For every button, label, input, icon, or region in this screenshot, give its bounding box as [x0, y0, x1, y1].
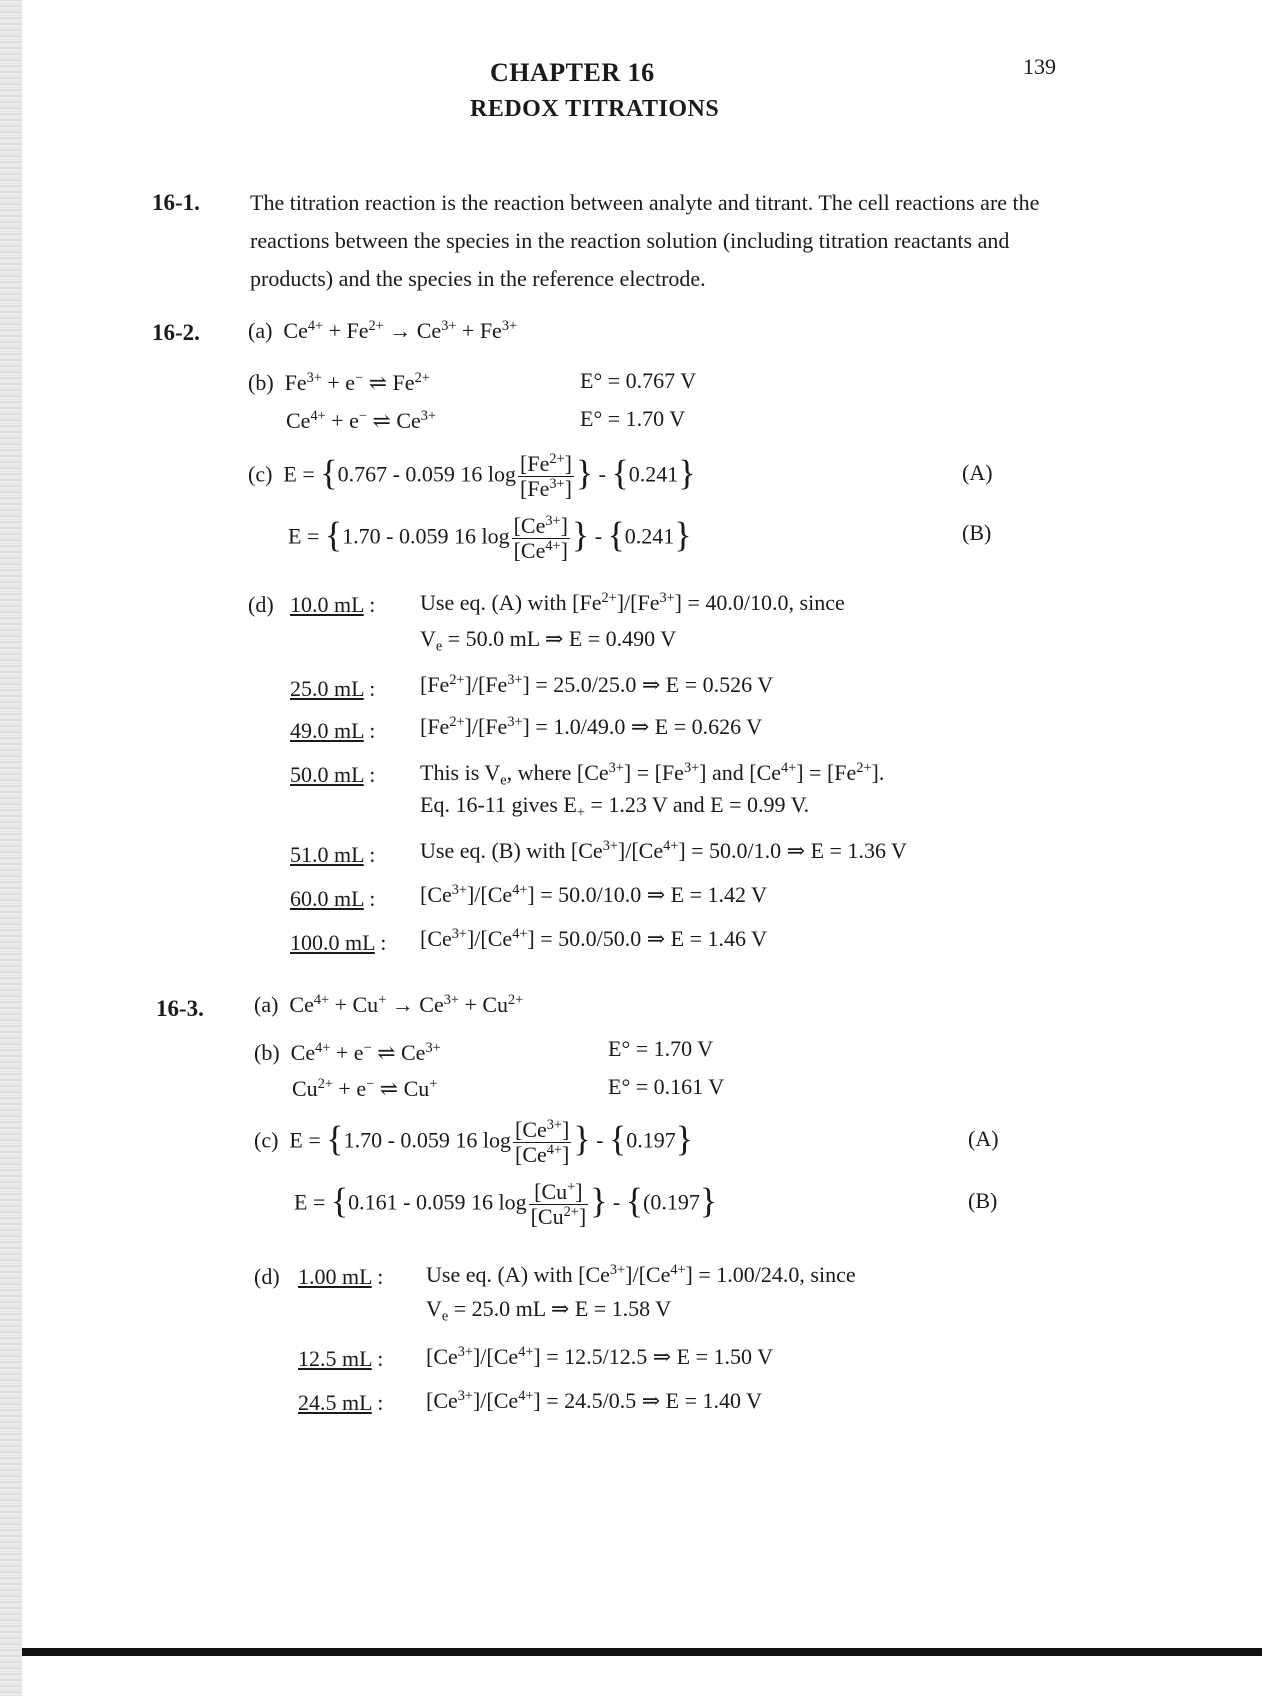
- p3-part-b-line1: (b) $Ce^{4+} + e^-$ ⇌ $Ce^{3+}$: [254, 1040, 441, 1065]
- p2-d-vol-100: 100.0 mL :: [290, 930, 387, 955]
- p3-c-eq2-ref: (0.197: [643, 1189, 700, 1215]
- p3-c-eq2-fraction: $\frac{[Cu^+]}{[Cu^{2+}]}$: [530, 1179, 587, 1229]
- p3-b-e1: E° = 1.70 V: [608, 1036, 714, 1061]
- p2-c-eq2-ref: 0.241: [624, 523, 675, 549]
- p2-d-row-25: $[Fe^{2+}]/[Fe^{3+}] = 25.0/25.0$ ⇒ E = 0.526 V: [420, 672, 774, 697]
- p2-b-e2: E° = 1.70 V: [580, 406, 686, 431]
- problem-number-16-2: 16-2.: [152, 320, 200, 345]
- p3-c-label: (c): [254, 1127, 279, 1153]
- p3-c-eq1-fraction: $\frac{[Ce^{3+}]}{[Ce^{4+}]}$: [515, 1117, 570, 1167]
- chapter-subtitle: REDOX TITRATIONS: [470, 96, 720, 122]
- chapter-title: CHAPTER 16: [490, 58, 655, 87]
- p2-d-row-10-line1: Use eq. (A) with $[Fe^{2+}]/[Fe^{3+}] = 40.0/10.0$, since: [420, 590, 845, 615]
- p2-part-c-eq2: E = {1.70 - 0.059 16 log $\frac{[Ce^{3+}]}{[Ce^{4+}]}$ } - {0.241}: [288, 513, 692, 563]
- p3-part-b-line2: $Cu^{2+} + e^-$ ⇌ Cu+: [292, 1076, 438, 1101]
- p2-d-row-100: $[Ce^{3+}]/[Ce^{4+}] = 50.0/50.0$ ⇒ E = 1.46 V: [420, 926, 768, 951]
- p2-tag-b: (B): [962, 520, 992, 545]
- p2-d-label: (d): [248, 592, 274, 617]
- problem-number-16-1: 16-1.: [152, 190, 200, 215]
- p2-d-vol-50: 50.0 mL :: [290, 762, 376, 787]
- p3-d-vol-1: 1.00 mL :: [298, 1264, 384, 1289]
- p3-d-row-1-line1: Use eq. (A) with $[Ce^{3+}]/[Ce^{4+}] = 1.00/24.0$, since: [426, 1262, 856, 1287]
- p2-d-vol-60: 60.0 mL :: [290, 886, 376, 911]
- problem-16-1-text: The titration reaction is the reaction between analyte and titrant. The cell reactions are the reactions between the species in the reaction solution (including titration reactants and products) and the species in the reference electrode.: [250, 190, 1040, 291]
- p2-d-row-10-line2: $V_e = 50.0$ mL ⇒ E = 0.490 V: [420, 626, 677, 655]
- p3-d-vol-24: 24.5 mL :: [298, 1390, 384, 1415]
- p3-c-eq1-const: 1.70 - 0.059 16 log: [343, 1127, 512, 1153]
- p3-part-c-eq2: E = {0.161 - 0.059 16 log $\frac{[Cu^+]}{[Cu^{2+}]}$ } - {(0.197}: [294, 1179, 718, 1229]
- p3-tag-b: (B): [968, 1188, 998, 1213]
- p2-d-row-60: $[Ce^{3+}]/[Ce^{4+}] = 50.0/10.0$ ⇒ E = 1.42 V: [420, 882, 768, 907]
- p2-c-eq2-fraction: $\frac{[Ce^{3+}]}{[Ce^{4+}]}$: [513, 513, 568, 563]
- p3-part-a: (a) $Ce^{4+} + Cu^+ \to Ce^{3+} + Cu^{2+}$: [254, 992, 524, 1017]
- problem-number-16-3: 16-3.: [156, 996, 204, 1021]
- p2-d-vol-49: 49.0 mL :: [290, 718, 376, 743]
- p3-d-row-1-line2: $V_e = 25.0$ mL ⇒ E = 1.58 V: [426, 1296, 672, 1325]
- p2-d-row-49: $[Fe^{2+}]/[Fe^{3+}] = 1.0/49.0$ ⇒ E = 0.626 V: [420, 714, 763, 739]
- p2-c-eq1-fraction: $\frac{[Fe^{2+}]}{[Fe^{3+}]}$: [520, 451, 572, 501]
- p2-c-eq2-const: 1.70 - 0.059 16 log: [342, 523, 510, 549]
- p2-d-row-50-line2: Eq. 16-11 gives $E_+ = 1.23$ V and E = 0.99 V.: [420, 792, 810, 821]
- p2-part-b-line2: $Ce^{4+} + e^-$ ⇌ $Ce^{3+}$: [286, 408, 437, 433]
- p3-part-c-eq1: (c) E = {1.70 - 0.059 16 log $\frac{[Ce^{3+}]}{[Ce^{4+}]}$ } - {0.197}: [254, 1117, 693, 1167]
- p2-d-vol-10: 10.0 mL :: [290, 592, 376, 617]
- p3-c-eq1-ref: 0.197: [626, 1127, 676, 1153]
- p2-c-eq1-ref: 0.241: [628, 461, 679, 487]
- p3-tag-a: (A): [968, 1126, 999, 1151]
- p2-d-row-50-line1: This is $V_e$, where $[Ce^{3+}] = [Fe^{3+}]$ and $[Ce^{4+}] = [Fe^{2+}]$.: [420, 760, 885, 789]
- p3-d-vol-12: 12.5 mL :: [298, 1346, 384, 1371]
- p3-a-label: (a): [254, 992, 279, 1017]
- p2-c-label: (c): [248, 461, 273, 487]
- p3-b-e2: E° = 0.161 V: [608, 1074, 725, 1099]
- p3-d-row-24: $[Ce^{3+}]/[Ce^{4+}] = 24.5/0.5$ ⇒ E = 1.40 V: [426, 1388, 763, 1413]
- p2-d-row-51: Use eq. (B) with $[Ce^{3+}]/[Ce^{4+}] = 50.0/1.0$ ⇒ E = 1.36 V: [420, 838, 907, 863]
- scan-edge-shading: [0, 0, 22, 1696]
- p2-part-b-line1: (b) $Fe^{3+} + e^-$ ⇌ $Fe^{2+}$: [248, 370, 430, 395]
- p2-d-vol-25: 25.0 mL :: [290, 676, 376, 701]
- page-number: 139: [1023, 54, 1056, 79]
- p2-b-label: (b): [248, 370, 274, 395]
- bottom-scan-rule: [22, 1648, 1262, 1656]
- p2-part-a: (a) $Ce^{4+} + Fe^{2+} \to Ce^{3+} + Fe^{3+}$: [248, 318, 518, 343]
- p3-d-row-12: $[Ce^{3+}]/[Ce^{4+}] = 12.5/12.5$ ⇒ E = 1.50 V: [426, 1344, 774, 1369]
- p2-d-vol-51: 51.0 mL :: [290, 842, 376, 867]
- p2-b-e1: E° = 0.767 V: [580, 368, 697, 393]
- p3-b-label: (b): [254, 1040, 280, 1065]
- p2-part-c-eq1: (c) E = {0.767 - 0.059 16 log $\frac{[Fe^{2+}]}{[Fe^{3+}]}$ } - {0.241}: [248, 451, 696, 501]
- p2-tag-a: (A): [962, 460, 993, 485]
- p2-a-label: (a): [248, 318, 273, 343]
- p3-c-eq2-const: 0.161 - 0.059 16 log: [348, 1189, 527, 1215]
- p3-d-label: (d): [254, 1264, 280, 1289]
- p2-c-eq1-const: 0.767 - 0.059 16 log: [337, 461, 517, 487]
